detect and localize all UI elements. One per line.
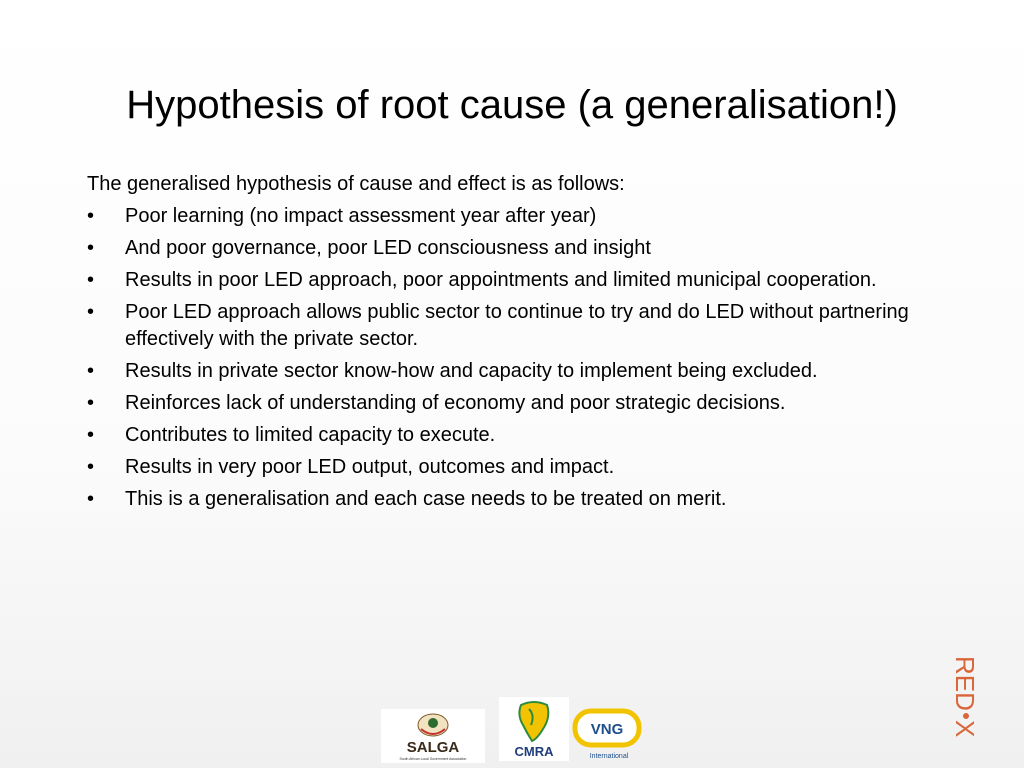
list-item bbox=[87, 299, 937, 353]
bullet-icon: • bbox=[87, 205, 95, 227]
bullet-text: Poor LED approach allows public sector to continue to try and do LED without partnering effectively with the private sector. bbox=[125, 301, 909, 350]
redx-dot-icon bbox=[963, 713, 969, 719]
list-item bbox=[87, 267, 937, 294]
redx-logo-text: RED bbox=[950, 656, 980, 711]
bullet-text: Poor learning (no impact assessment year after year) bbox=[125, 205, 597, 227]
list-item bbox=[87, 235, 937, 262]
bullet-list bbox=[87, 203, 937, 513]
slide-content bbox=[87, 171, 937, 518]
bullet-text: Reinforces lack of understanding of economy and poor strategic decisions. bbox=[125, 392, 786, 414]
slide-title: Hypothesis of root cause (a generalisation!) bbox=[126, 83, 898, 127]
bullet-text: And poor governance, poor LED consciousness and insight bbox=[125, 237, 651, 259]
cmra-logo bbox=[499, 697, 569, 761]
redx-logo-suffix: X bbox=[950, 720, 980, 738]
vng-logo-subtext: International bbox=[589, 753, 629, 760]
bullet-icon: • bbox=[87, 424, 95, 446]
salga-logo-subtext: South African Local Government Association bbox=[399, 757, 467, 761]
bullet-text: Contributes to limited capacity to execute. bbox=[125, 424, 496, 446]
bullet-icon: • bbox=[87, 301, 95, 323]
list-item bbox=[87, 203, 937, 230]
cmra-logo-text: CMRA bbox=[514, 744, 554, 759]
salga-logo bbox=[381, 709, 485, 763]
list-item bbox=[87, 454, 937, 481]
vng-logo bbox=[571, 707, 645, 761]
bullet-icon: • bbox=[87, 237, 95, 259]
bullet-icon: • bbox=[87, 392, 95, 414]
salga-logo-text: SALGA bbox=[406, 739, 460, 756]
list-item bbox=[87, 390, 937, 417]
bullet-icon: • bbox=[87, 488, 95, 510]
bullet-icon: • bbox=[87, 456, 95, 478]
vng-logo-text: VNG bbox=[590, 721, 624, 738]
bullet-text: Results in poor LED approach, poor appointments and limited municipal cooperation. bbox=[125, 269, 877, 291]
bullet-icon: • bbox=[87, 269, 95, 291]
list-item bbox=[87, 358, 937, 385]
bullet-text: Results in private sector know-how and capacity to implement being excluded. bbox=[125, 360, 818, 382]
bullet-text: This is a generalisation and each case needs to be treated on merit. bbox=[125, 488, 727, 510]
bullet-icon: • bbox=[87, 360, 95, 382]
list-item bbox=[87, 486, 937, 513]
list-item bbox=[87, 422, 937, 449]
intro-text: The generalised hypothesis of cause and effect is as follows: bbox=[87, 173, 625, 195]
bullet-text: Results in very poor LED output, outcomes and impact. bbox=[125, 456, 615, 478]
redx-logo bbox=[946, 656, 996, 738]
